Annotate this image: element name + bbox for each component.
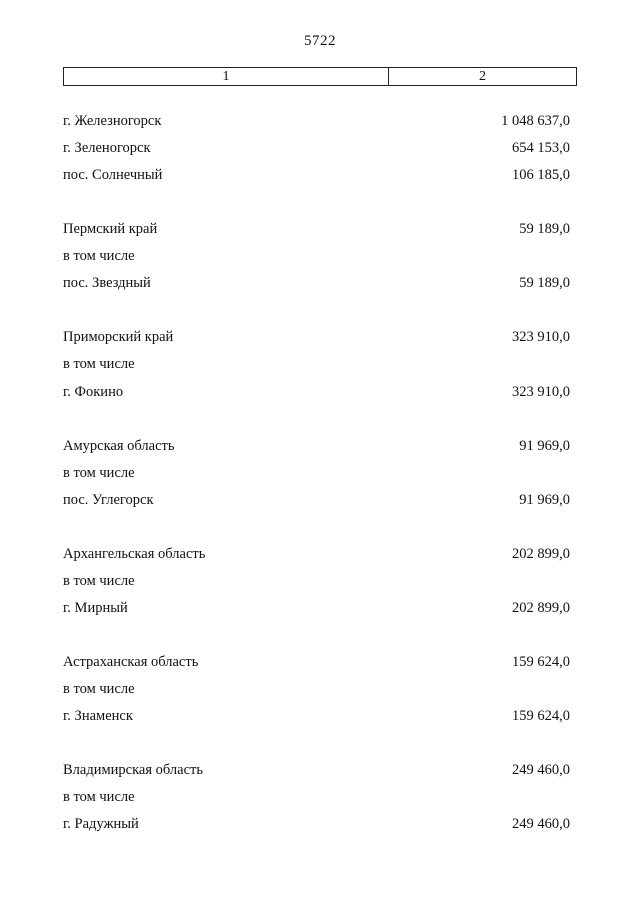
row-label: в том числе [63, 789, 135, 806]
table-row [0, 757, 640, 784]
table-header [63, 67, 577, 86]
row-label: г. Зеленогорск [63, 140, 151, 157]
table-body [0, 108, 640, 838]
row-label: в том числе [63, 680, 135, 697]
table-row [0, 379, 640, 406]
row-value: 249 460,0 [512, 762, 570, 779]
table-row [0, 541, 640, 568]
row-label: Пермский край [63, 221, 158, 238]
row-value: 323 910,0 [512, 329, 570, 346]
row-value: 159 624,0 [512, 708, 570, 725]
table-row [0, 460, 640, 487]
row-label: в том числе [63, 248, 135, 265]
table-row [0, 433, 640, 460]
spacer-row [0, 730, 640, 757]
row-label: Архангельская область [63, 545, 206, 562]
row-value: 91 969,0 [519, 437, 570, 454]
row-value: 91 969,0 [519, 491, 570, 508]
row-value: 249 460,0 [512, 816, 570, 833]
spacer-row [0, 189, 640, 216]
table-row [0, 811, 640, 838]
row-label: г. Знаменск [63, 708, 133, 725]
row-label: в том числе [63, 464, 135, 481]
row-label: в том числе [63, 572, 135, 589]
row-label: г. Железногорск [63, 113, 162, 129]
table-row [0, 324, 640, 351]
table-row [0, 162, 640, 189]
spacer-row [0, 622, 640, 649]
row-label: Владимирская область [63, 762, 203, 779]
row-label: пос. Солнечный [63, 167, 163, 184]
spacer-row [0, 297, 640, 324]
table-row [0, 243, 640, 270]
row-value: 323 910,0 [512, 383, 570, 400]
row-label: пос. Углегорск [63, 491, 154, 508]
row-label: Астраханская область [63, 653, 199, 670]
table-row [0, 703, 640, 730]
table-row [0, 270, 640, 297]
row-label: Приморский край [63, 329, 174, 346]
row-value: 59 189,0 [519, 221, 570, 238]
row-value: 202 899,0 [512, 545, 570, 562]
table-row [0, 595, 640, 622]
column-header-2: 2 [479, 68, 486, 84]
row-label: Амурская область [63, 437, 175, 454]
table-row [0, 351, 640, 378]
spacer-row [0, 514, 640, 541]
table-row [0, 135, 640, 162]
table-row [0, 784, 640, 811]
row-label: пос. Звездный [63, 275, 151, 292]
row-value: 654 153,0 [512, 140, 570, 157]
table-row [0, 487, 640, 514]
table-row [0, 216, 640, 243]
row-value: 159 624,0 [512, 653, 570, 670]
table-row [0, 676, 640, 703]
row-label: г. Мирный [63, 599, 128, 616]
spacer-row [0, 406, 640, 433]
row-value: 202 899,0 [512, 599, 570, 616]
column-header-1: 1 [64, 68, 389, 85]
table-row [0, 108, 640, 135]
row-value: 1 048 637,0 [501, 113, 570, 129]
row-label: в том числе [63, 356, 135, 373]
row-label: г. Радужный [63, 816, 139, 833]
row-value: 59 189,0 [519, 275, 570, 292]
page-number: 5722 [304, 33, 336, 49]
table-row [0, 649, 640, 676]
table-row [0, 568, 640, 595]
row-value: 106 185,0 [512, 167, 570, 184]
row-label: г. Фокино [63, 383, 124, 400]
